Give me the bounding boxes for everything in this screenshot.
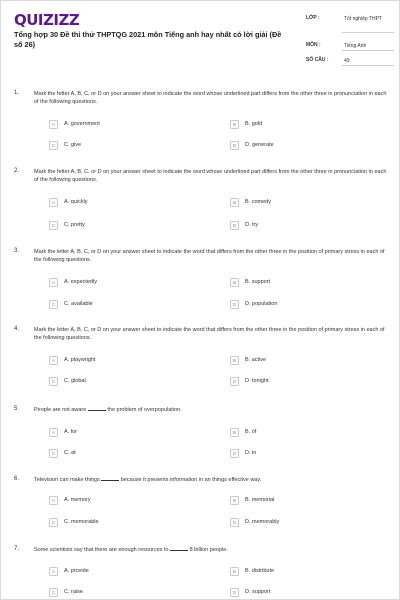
option-text: C. global	[64, 378, 86, 384]
question-text: Mark the fetter A, B, C, or D on your answer sheet to indicate the word whose underlined part differs from the other three in pronunciation in each of the following questions.	[34, 91, 387, 106]
option-text: A. quickly	[64, 199, 88, 205]
count-value: 49	[344, 58, 350, 64]
question-text	[34, 546, 390, 554]
subject-label: MÔN :	[306, 42, 321, 48]
question-text: Mark the fetter A, B, C, or D on your answer sheet to indicate the word whose underlined part differs from the other three in pronunciation in each of the following questions.	[34, 169, 387, 184]
question-text-after: because it presents information in an things effective way.	[120, 477, 262, 483]
option-text: A. provide	[64, 568, 89, 574]
option-letter-box: B	[230, 496, 239, 505]
option-text: C. memorable	[64, 519, 99, 525]
option-letter-box: D	[230, 221, 239, 230]
option-letter-box: A	[49, 278, 58, 287]
question-number: 3.	[14, 248, 20, 254]
option-letter-box: D	[230, 518, 239, 527]
question-text-before: Some scientists say that there are enough resources to	[34, 547, 169, 553]
answer-blank	[101, 480, 119, 481]
question-text: Mark the letter A, B, C, or D on your answer sheet to indicate the word that differs from the other three in the position of primary stress in each of the following questions.	[34, 327, 385, 342]
option-letter-box: A	[49, 356, 58, 365]
question-text	[34, 476, 390, 484]
option-text: D. generate	[245, 142, 274, 148]
brand-logo: QUIZIZZ	[14, 11, 80, 29]
option-text: A. memory	[64, 497, 91, 503]
option-letter-box: D	[230, 300, 239, 309]
option-text: C. give	[64, 142, 82, 148]
option-text: C. raise	[64, 589, 83, 595]
option-letter-box: C	[49, 300, 58, 309]
option-text: C. pretty	[64, 222, 85, 228]
option-letter-box: D	[230, 377, 239, 386]
option-letter-box: A	[49, 198, 58, 207]
option-letter-box: C	[49, 518, 58, 527]
class-label: LỚP :	[306, 15, 320, 21]
option-text: B. active	[245, 357, 267, 363]
option-text: D. tonight	[245, 378, 269, 384]
option-text: B. distribute	[245, 568, 275, 574]
option-letter-box: D	[230, 449, 239, 458]
subject-value: Tiếng Anh	[344, 43, 367, 49]
option-text: D. population	[245, 301, 278, 307]
subject-underline	[342, 50, 394, 51]
option-letter-box: B	[230, 428, 239, 437]
option-letter-box: C	[49, 141, 58, 150]
option-letter-box: A	[49, 428, 58, 437]
option-letter-box: D	[230, 141, 239, 150]
option-letter-box: B	[230, 356, 239, 365]
option-text: D. support	[245, 589, 271, 595]
question-text-after: 8 billion people.	[189, 547, 228, 553]
option-letter-box: C	[49, 221, 58, 230]
count-underline	[342, 65, 394, 66]
option-text: C. available	[64, 301, 93, 307]
class-underline	[342, 32, 394, 33]
question-text-after: the problem of overpopulation.	[107, 407, 182, 413]
option-letter-box: C	[49, 377, 58, 386]
option-letter-box: A	[49, 496, 58, 505]
option-text: B. memorial	[245, 497, 275, 503]
question-text-before: People are not aware	[34, 407, 87, 413]
worksheet-title: Tổng hợp 30 Đề thi thử THPTQG 2021 môn Tiếng anh hay nhất có lời giải (Đề số 26)	[14, 30, 282, 49]
option-text: B. support	[245, 279, 271, 285]
question-number: 6.	[14, 476, 20, 482]
option-letter-box: A	[49, 120, 58, 129]
option-letter-box: B	[230, 120, 239, 129]
class-value: Tốt nghiệp THPT	[344, 16, 382, 22]
question-number: 7.	[14, 546, 20, 552]
option-letter-box: D	[230, 588, 239, 597]
question-text	[34, 406, 390, 414]
question-number: 4.	[14, 326, 20, 332]
question-text-before: Television can make things	[34, 477, 100, 483]
option-letter-box: B	[230, 198, 239, 207]
option-text: A. expectedly	[64, 279, 98, 285]
count-label: SỐ CÂU :	[306, 57, 329, 63]
option-text: D. memorably	[245, 519, 280, 525]
question-number: 2.	[14, 168, 20, 174]
option-letter-box: A	[49, 567, 58, 576]
option-text: B. gold	[245, 121, 263, 127]
option-text: B. of	[245, 429, 257, 435]
option-letter-box: C	[49, 449, 58, 458]
option-text: C. at	[64, 450, 76, 456]
option-text: A. for	[64, 429, 78, 435]
option-letter-box: C	[49, 588, 58, 597]
option-text: A. playwright	[64, 357, 96, 363]
question-text: Mark the letter A, B, C, or D on your answer sheet to indicate the word that differs from the other three in the position of primary stress in each of the following questions.	[34, 249, 385, 264]
answer-blank	[170, 550, 188, 551]
question-number: 1.	[14, 90, 20, 96]
option-text: D. in	[245, 450, 257, 456]
option-text: D. try	[245, 222, 259, 228]
answer-blank	[88, 410, 106, 411]
option-letter-box: B	[230, 567, 239, 576]
option-text: A. government	[64, 121, 100, 127]
option-letter-box: B	[230, 278, 239, 287]
worksheet-header	[1, 1, 399, 79]
option-text: B. comedy	[245, 199, 271, 205]
question-number: 5.	[14, 406, 20, 412]
